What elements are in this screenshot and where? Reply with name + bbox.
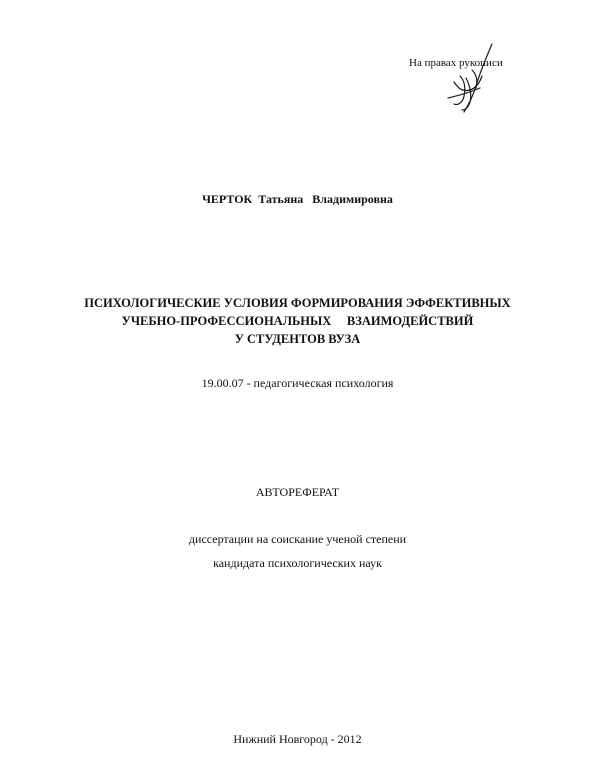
author-name: ЧЕРТОК Татьяна Владимировна [202, 192, 393, 206]
city-year: Нижний Новгород - 2012 [233, 732, 362, 746]
specialty-code: 19.00.07 - педагогическая психология [201, 376, 394, 390]
degree-line: диссертации на соискание ученой степени [188, 532, 407, 546]
degree-line: кандидата психологических наук [213, 556, 382, 570]
document-type: АВТОРЕФЕРАТ [255, 485, 340, 499]
title-line: УЧЕБНО-ПРОФЕССИОНАЛЬНЫХ ВЗАИМОДЕЙСТВИЙ [121, 314, 474, 328]
manuscript-note: На правах рукописи [409, 57, 503, 69]
degree-description [0, 527, 595, 575]
title-line: ПСИХОЛОГИЧЕСКИЕ УСЛОВИЯ ФОРМИРОВАНИЯ ЭФФЕКТИВНЫХ [84, 296, 511, 310]
handwritten-signature [436, 40, 506, 120]
dissertation-title [0, 294, 595, 348]
title-line: У СТУДЕНТОВ ВУЗА [234, 332, 361, 346]
